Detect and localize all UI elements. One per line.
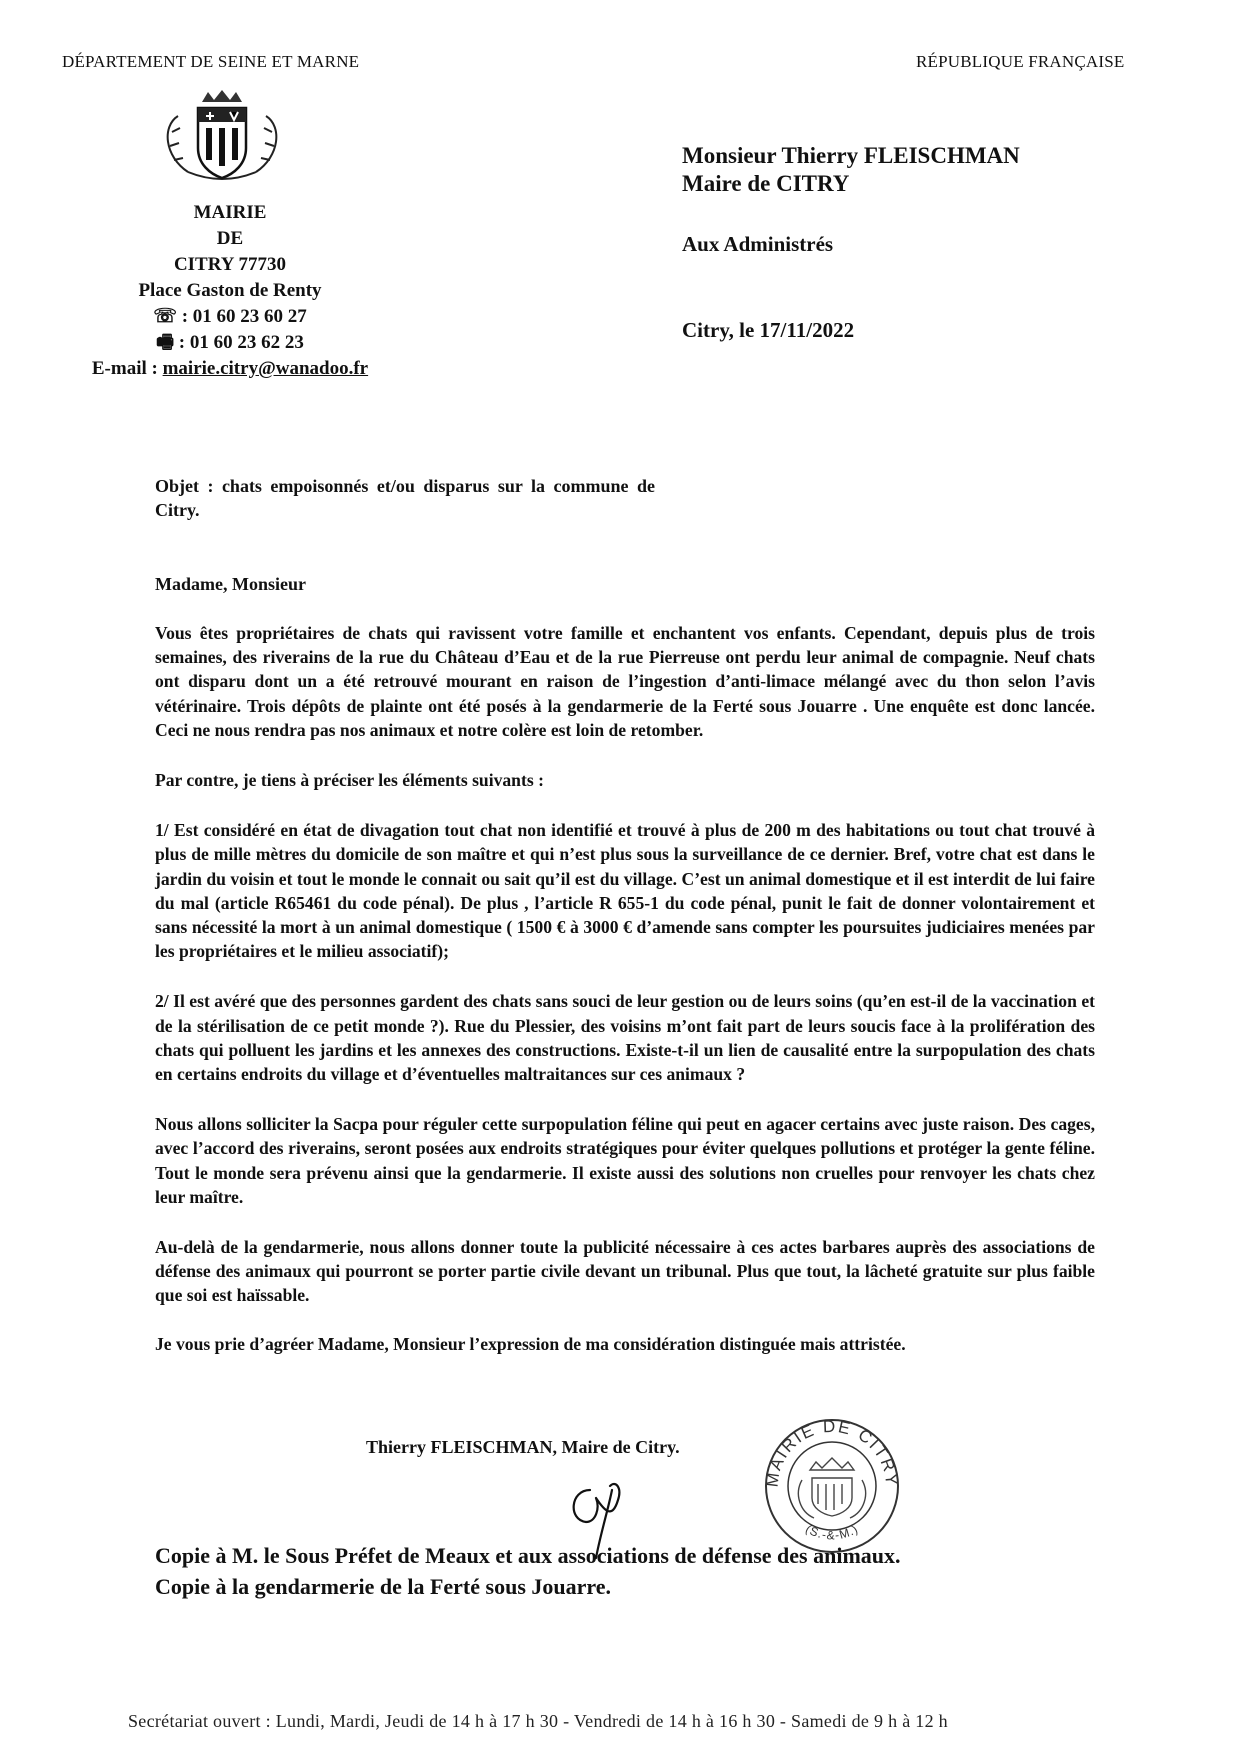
copies-block	[155, 1540, 901, 1602]
stamp-top-text: MAIRIE DE CITRY	[762, 1416, 902, 1489]
sender-fax: 🖷 : 01 60 23 62 23	[156, 332, 304, 353]
paragraph: Au-delà de la gendarmerie, nous allons donner toute la publicité nécessaire à ces actes barbares auprès des associations de défense des animaux qui pourront se porter partie civile devant un tribunal. Plus que tout, la lâcheté gratuite sur plus faible que soi est haïssable.	[155, 1237, 1095, 1306]
sender-block	[40, 200, 420, 382]
recipient-title: Maire de CITRY	[682, 171, 850, 196]
sender-email-line	[40, 356, 420, 382]
sender-phone: ☏ : 01 60 23 60 27	[153, 306, 307, 327]
municipal-crest-icon	[158, 86, 286, 186]
closing-paragraph: Je vous prie d’agréer Madame, Monsieur l’expression de ma considération distinguée mais attristée.	[155, 1333, 906, 1354]
letter-date: Citry, le 17/11/2022	[682, 318, 855, 342]
sender-address: Place Gaston de Renty	[138, 280, 322, 301]
department-header: DÉPARTEMENT DE SEINE ET MARNE	[62, 52, 360, 71]
paragraph: Vous êtes propriétaires de chats qui ravissent votre famille et enchantent vos enfants. Cependant, depuis plus de trois semaines, des riverains de la rue du Château d’Eau et de la rue Pierreuse ont perdu leur animal de compagnie. Neuf chats ont disparu dont un a été retrouvé mourant en raison de l’ingestion d’anti-limace mélangé avec du thon selon l’avis vétérinaire. Trois dépôts de plainte ont été posés à la gendarmerie de la Ferté sous Jouarre . Une enquête est donc lancée. Ceci ne nous rendra pas nos animaux et notre colère est loin de retomber.	[155, 623, 1095, 740]
stamp-bottom-text: (S.-&-M.)	[803, 1521, 861, 1543]
office-hours-footer: Secrétariat ouvert : Lundi, Mardi, Jeudi de 14 h à 17 h 30 - Vendredi de 14 h à 16 h 30 - Samedi de 9 h à 12 h	[128, 1711, 948, 1731]
republic-header: RÉPUBLIQUE FRANÇAISE	[916, 52, 1125, 71]
paragraph: 1/ Est considéré en état de divagation tout chat non identifié et trouvé à plus de 200 m des habitations ou tout chat trouvé à plus de mille mètres du domicile de son maître et qui n’est plus sous la surveillance de ce dernier. Bref, votre chat est dans le jardin du voisin et tout le monde le connait ou sait qu’il est du village. C’est un animal domestique et il est interdit de lui faire du mal (article R65461 du code pénal). De plus , l’article R 655-1 du code pénal, punit le fait de donner volontairement et sans nécessité la mort à un animal domestique ( 1500 € à 3000 € d’amende sans compter les poursuites judiciaires menées par les propriétaires et le milieu associatif);	[155, 820, 1095, 962]
email-link[interactable]: mairie.citry@wanadoo.fr	[162, 358, 369, 379]
letter-body	[155, 621, 1095, 1382]
audience-line: Aux Administrés	[682, 232, 834, 256]
email-label: E-mail :	[91, 358, 163, 379]
paragraph: Nous allons solliciter la Sacpa pour réguler cette surpopulation féline qui peut en agacer certains avec juste raison. Des cages, avec l’accord des riverains, seront posées aux endroits stratégiques pour éviter quelques pollutions et protéger la gente féline. Tout le monde sera prévenu ainsi que la gendarmerie. Il existe aussi des solutions non cruelles pour renvoyer les chats chez leur maître.	[155, 1114, 1095, 1207]
paragraph: Par contre, je tiens à préciser les éléments suivants :	[155, 770, 544, 791]
paragraph: 2/ Il est avéré que des personnes gardent des chats sans souci de leur gestion ou de leurs soins (qu’en est-il de la vaccination et de la stérilisation de ce petit monde ?). Rue du Plessier, des voisins m’ont fait part de leurs soucis face à la prolifération des chats qui polluent les jardins et les annexes des constructions. Existe-t-il un lien de causalité entre la surpopulation des chats en certains endroits du village et d’éventuelles maltraitances sur ces animaux ?	[155, 991, 1095, 1085]
recipient-block	[682, 142, 1020, 198]
sender-line-1: MAIRIE	[193, 202, 267, 223]
copy-line-2: Copie à la gendarmerie de la Ferté sous Jouarre.	[155, 1574, 612, 1599]
letter-salutation: Madame, Monsieur	[155, 574, 306, 594]
sender-line-2: DE	[216, 228, 244, 249]
signature-name: Thierry FLEISCHMAN, Maire de Citry.	[366, 1437, 680, 1457]
letter-subject: Objet : chats empoisonnés et/ou disparus sur la commune de Citry.	[155, 476, 655, 520]
official-stamp-icon	[758, 1408, 906, 1558]
sender-line-3: CITRY 77730	[173, 254, 287, 275]
copy-line-1: Copie à M. le Sous Préfet de Meaux et aux associations de défense des animaux.	[155, 1543, 901, 1568]
recipient-name: Monsieur Thierry FLEISCHMAN	[682, 143, 1020, 168]
